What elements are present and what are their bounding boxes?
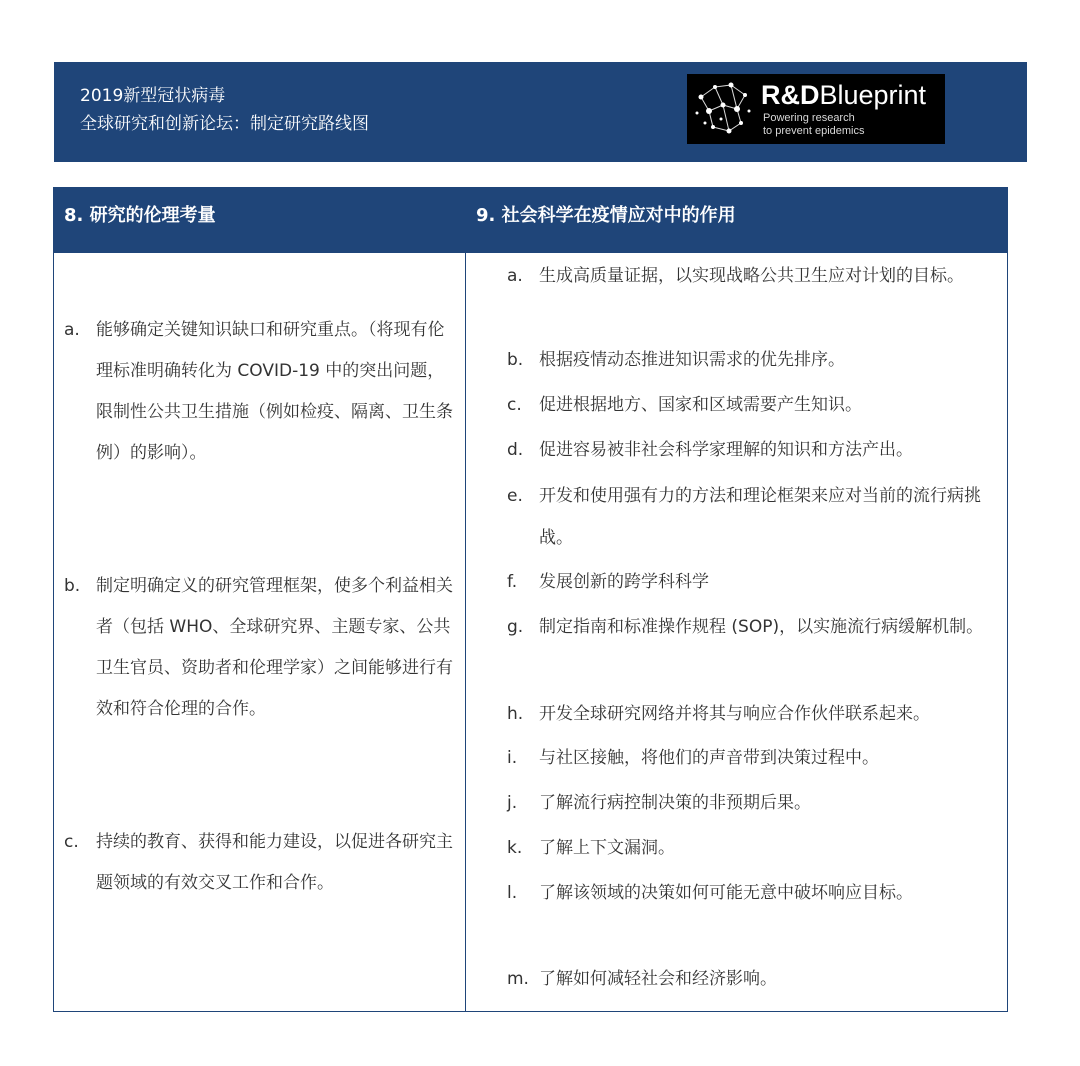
item-letter: j.: [507, 793, 518, 813]
item-text: 与社区接触，将他们的声音带到决策过程中。: [539, 748, 879, 768]
logo-name-bold: R&D: [761, 80, 820, 110]
item-text: 促进容易被非社会科学家理解的知识和方法产出。: [539, 440, 913, 460]
banner-title-line1: 2019新型冠状病毒: [80, 86, 226, 106]
logo-tagline-line2: to prevent epidemics: [763, 125, 865, 137]
item-text: 开发和使用强有力的方法和理论框架来应对当前的流行病挑战。: [539, 486, 981, 548]
rd-blueprint-logo: [687, 74, 945, 144]
item-letter: b.: [64, 576, 81, 596]
item-letter: g.: [507, 617, 524, 637]
left-column-heading: 8. 研究的伦理考量: [54, 188, 465, 253]
item-text: 制定指南和标准操作规程 (SOP)，以实施流行病缓解机制。: [539, 617, 984, 637]
item-text: 能够确定关键知识缺口和研究重点。（将现有伦理标准明确转化为 COVID-19 中的突出问题，限制性公共卫生措施（例如检疫、隔离、卫生条例）的影响）。: [96, 320, 453, 463]
item-letter: i.: [507, 748, 518, 768]
item-text: 了解该领域的决策如何可能无意中破坏响应目标。: [539, 883, 913, 903]
item-text: 了解上下文漏洞。: [539, 838, 675, 858]
content-table: [53, 187, 1008, 1012]
right-column-heading: 9. 社会科学在疫情应对中的作用: [466, 188, 1007, 253]
logo-tagline: [763, 112, 865, 138]
item-letter: a.: [507, 266, 523, 286]
item-letter: c.: [507, 395, 522, 415]
item-text: 了解如何减轻社会和经济影响。: [539, 969, 777, 989]
banner-title-line2: 全球研究和创新论坛：制定研究路线图: [80, 114, 369, 134]
item-letter: b.: [507, 350, 524, 370]
item-text: 了解流行病控制决策的非预期后果。: [539, 793, 811, 813]
item-text: 根据疫情动态推进知识需求的优先排序。: [539, 350, 845, 370]
item-letter: l.: [507, 883, 518, 903]
item-text: 持续的教育、获得和能力建设，以促进各研究主题领域的有效交叉工作和合作。: [96, 832, 453, 893]
item-letter: c.: [64, 832, 79, 852]
item-letter: a.: [64, 320, 80, 340]
logo-wordmark: [761, 80, 926, 111]
network-globe-icon: [691, 77, 755, 141]
banner-title: [80, 82, 369, 138]
item-text: 制定明确定义的研究管理框架，使多个利益相关者（包括 WHO、全球研究界、主题专家、公共卫生官员、资助者和伦理学家）之间能够进行有效和符合伦理的合作。: [96, 576, 453, 719]
item-letter: f.: [507, 572, 518, 592]
item-letter: d.: [507, 440, 524, 460]
column-divider: [465, 188, 466, 1011]
item-text: 生成高质量证据，以实现战略公共卫生应对计划的目标。: [539, 266, 964, 286]
item-text: 促进根据地方、国家和区域需要产生知识。: [539, 395, 862, 415]
item-text: 开发全球研究网络并将其与响应合作伙伴联系起来。: [539, 704, 930, 724]
item-letter: k.: [507, 838, 523, 858]
logo-tagline-line1: Powering research: [763, 112, 855, 124]
item-letter: m.: [507, 969, 529, 989]
header-banner: [54, 62, 1027, 162]
item-letter: h.: [507, 704, 524, 724]
logo-name-light: Blueprint: [819, 80, 927, 110]
item-letter: e.: [507, 486, 523, 506]
item-text: 发展创新的跨学科科学: [539, 572, 709, 592]
